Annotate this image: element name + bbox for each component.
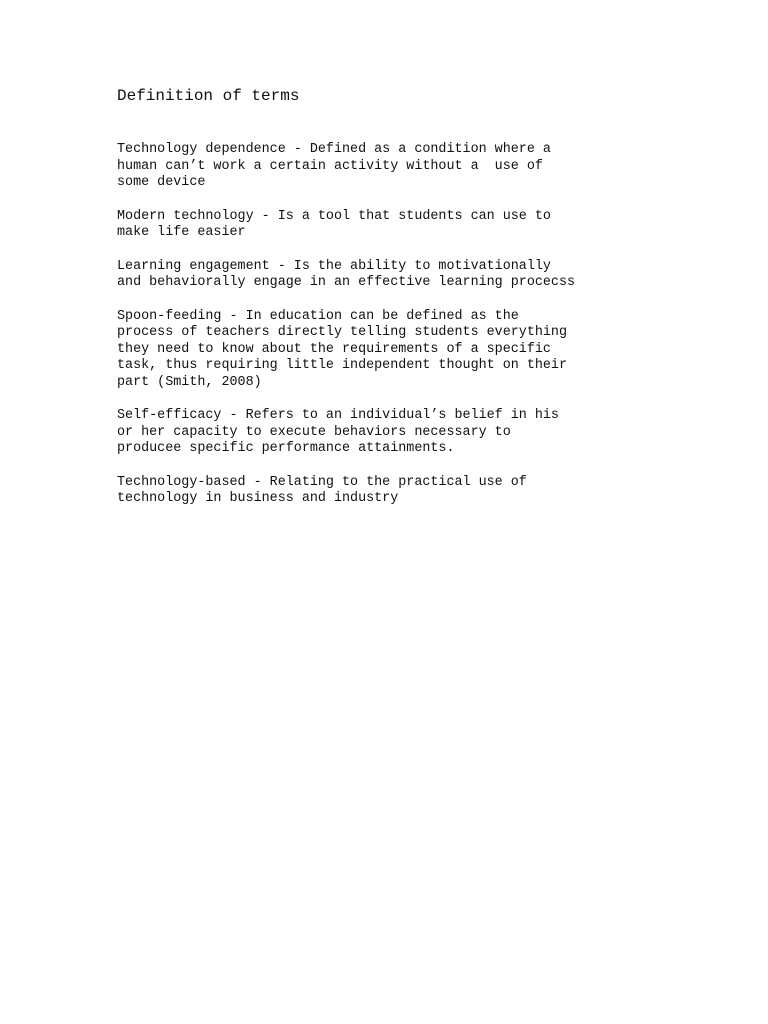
term-spoon-feeding: Spoon-feeding - In education can be defined as the process of teachers directly telling students everything they need to know about the requirements of a specific task, thus requiring little independent thought on their part (Smith, 2008) [117, 308, 567, 390]
document-page [117, 86, 657, 525]
term-technology-based: Technology-based - Relating to the practical use of technology in business and industry [117, 474, 527, 506]
term-technology-dependence: Technology dependence - Defined as a condition where a human can’t work a certain activity without a use of some device [117, 142, 551, 190]
term-modern-technology: Modern technology - Is a tool that students can use to make life easier [117, 208, 551, 240]
term-learning-engagement: Learning engagement - Is the ability to motivationally and behaviorally engage in an effective learning procecss [117, 258, 576, 290]
term-self-efficacy: Self-efficacy - Refers to an individual’s belief in his or her capacity to execute behaviors necessary to producee specific performance attainments. [117, 408, 559, 456]
page-title: Definition of terms [117, 87, 300, 105]
